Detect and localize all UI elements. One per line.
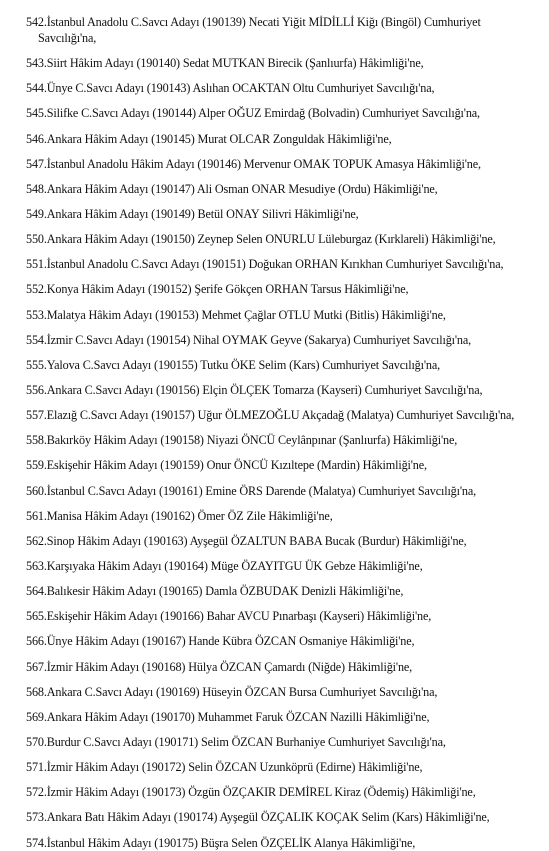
list-item: 543.Siirt Hâkim Adayı (190140) Sedat MUTKAN Birecik (Şanlıurfa) Hâkimliği'ne, xyxy=(26,56,424,71)
list-item: 563.Karşıyaka Hâkim Adayı (190164) Müge ÖZAYITGU ÜK Gebze Hâkimliği'ne, xyxy=(26,558,423,573)
list-item: 558.Bakırköy Hâkim Adayı (190158) Niyazi ÖNCÜ Ceylânpınar (Şanlıurfa) Hâkimliği'ne, xyxy=(26,433,458,448)
list-item: 571.İzmir Hâkim Adayı (190172) Selin ÖZCAN Uzunköprü (Edirne) Hâkimliği'ne, xyxy=(26,760,423,775)
list-item: 547.İstanbul Anadolu Hâkim Adayı (190146) Mervenur OMAK TOPUK Amasya Hâkimliği'ne, xyxy=(26,156,481,171)
list-item: 551.İstanbul Anadolu C.Savcı Adayı (190151) Doğukan ORHAN Kırıkhan Cumhuriyet Savcılığı'na, xyxy=(26,257,504,272)
list-item: 549.Ankara Hâkim Adayı (190149) Betül ONAY Silivri Hâkimliği'ne, xyxy=(26,206,359,221)
list-item: 568.Ankara C.Savcı Adayı (190169) Hüseyin ÖZCAN Bursa Cumhuriyet Savcılığı'na, xyxy=(26,684,438,699)
list-item: 546.Ankara Hâkim Adayı (190145) Murat OLCAR Zonguldak Hâkimliği'ne, xyxy=(26,131,392,146)
list-item: 548.Ankara Hâkim Adayı (190147) Ali Osman ONAR Mesudiye (Ordu) Hâkimliği'ne, xyxy=(26,181,438,196)
list-item: 564.Balıkesir Hâkim Adayı (190165) Damla ÖZBUDAK Denizli Hâkimliği'ne, xyxy=(26,584,404,599)
list-item: 570.Burdur C.Savcı Adayı (190171) Selim ÖZCAN Burhaniye Cumhuriyet Savcılığı'na, xyxy=(26,734,446,749)
list-item: 572.İzmir Hâkim Adayı (190173) Özgün ÖZÇAKIR DEMİREL Kiraz (Ödemiş) Hâkimliği'ne, xyxy=(26,785,476,800)
list-item: 557.Elazığ C.Savcı Adayı (190157) Uğur ÖLMEZOĞLU Akçadağ (Malatya) Cumhuriyet Savcılığı'na, xyxy=(26,408,515,423)
list-item: 556.Ankara C.Savcı Adayı (190156) Elçin ÖLÇEK Tomarza (Kayseri) Cumhuriyet Savcılığı'na, xyxy=(26,382,483,397)
list-item: 554.İzmir C.Savcı Adayı (190154) Nihal OYMAK Geyve (Sakarya) Cumhuriyet Savcılığı'na, xyxy=(26,332,472,347)
list-item: 552.Konya Hâkim Adayı (190152) Şerife Gökçen ORHAN Tarsus Hâkimliği'ne, xyxy=(26,282,409,297)
list-item: 560.İstanbul C.Savcı Adayı (190161) Emine ÖRS Darende (Malatya) Cumhuriyet Savcılığı'na, xyxy=(26,483,477,498)
list-item: 550.Ankara Hâkim Adayı (190150) Zeynep Selen ONURLU Lüleburgaz (Kırklareli) Hâkimliği'ne, xyxy=(26,232,496,247)
list-item: 542.İstanbul Anadolu C.Savcı Adayı (190139) Necati Yiğit MİDİLLİ Kiğı (Bingöl) Cumhuriyet Savcılığı'na, xyxy=(26,15,481,45)
list-item: 569.Ankara Hâkim Adayı (190170) Muhammet Faruk ÖZCAN Nazilli Hâkimliği'ne, xyxy=(26,709,430,724)
list-item: 567.İzmir Hâkim Adayı (190168) Hülya ÖZCAN Çamardı (Niğde) Hâkimliği'ne, xyxy=(26,659,413,674)
list-item: 555.Yalova C.Savcı Adayı (190155) Tutku ÖKE Selim (Kars) Cumhuriyet Savcılığı'na, xyxy=(26,357,441,372)
list-item: 562.Sinop Hâkim Adayı (190163) Ayşegül ÖZALTUN BABA Bucak (Burdur) Hâkimliği'ne, xyxy=(26,533,467,548)
list-item: 559.Eskişehir Hâkim Adayı (190159) Onur ÖNCÜ Kızıltepe (Mardin) Hâkimliği'ne, xyxy=(26,458,427,473)
list-item: 566.Ünye Hâkim Adayı (190167) Hande Kübra ÖZCAN Osmaniye Hâkimliği'ne, xyxy=(26,634,415,649)
list-item: 553.Malatya Hâkim Adayı (190153) Mehmet Çağlar OTLU Mutki (Bitlis) Hâkimliği'ne, xyxy=(26,307,446,322)
list-item: 573.Ankara Batı Hâkim Adayı (190174) Ayşegül ÖZÇALIK KOÇAK Selim (Kars) Hâkimliği'ne, xyxy=(26,810,490,825)
list-item: 565.Eskişehir Hâkim Adayı (190166) Bahar AVCU Pınarbaşı (Kayseri) Hâkimliği'ne, xyxy=(26,609,432,624)
list-item: 561.Manisa Hâkim Adayı (190162) Ömer ÖZ Zile Hâkimliği'ne, xyxy=(26,508,333,523)
list-item: 545.Silifke C.Savcı Adayı (190144) Alper OĞUZ Emirdağ (Bolvadin) Cumhuriyet Savcılığı'na, xyxy=(26,106,480,121)
list-item: 544.Ünye C.Savcı Adayı (190143) Aslıhan OCAKTAN Oltu Cumhuriyet Savcılığı'na, xyxy=(26,81,435,96)
list-item: 574.İstanbul Hâkim Adayı (190175) Büşra Selen ÖZÇELİK Alanya Hâkimliği'ne, xyxy=(26,835,416,850)
